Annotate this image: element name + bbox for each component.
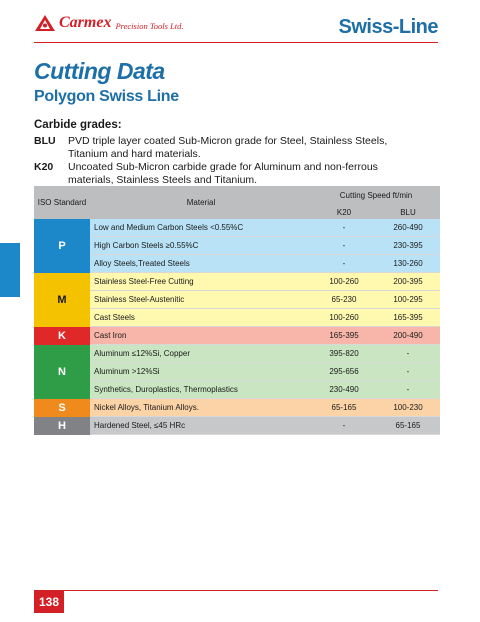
material-cell: Stainless Steel-Free Cutting [90,273,312,291]
blu-cell: - [376,345,440,363]
material-header: Material [90,186,312,219]
iso-cell-m: M [34,273,90,327]
blu-cell: 65-165 [376,417,440,435]
table-header-row [34,186,440,205]
brand-logo [34,14,184,32]
blu-cell: 100-295 [376,291,440,309]
k20-cell: 165-395 [312,327,376,345]
k20-cell: 295-656 [312,363,376,381]
cutting-speed-header: Cutting Speed ft/min [312,186,440,205]
grade-code: BLU [34,135,56,147]
k20-cell: 100-260 [312,309,376,327]
page-subtitle: Polygon Swiss Line [34,88,179,105]
material-cell: Synthetics, Duroplastics, Thermoplastics [90,381,312,399]
iso-cell-n: N [34,345,90,399]
iso-cell-k: K [34,327,90,345]
material-cell: Hardened Steel, ≤45 HRc [90,417,312,435]
k20-cell: 395-820 [312,345,376,363]
table-row [34,363,440,381]
k20-cell: - [312,417,376,435]
k20-cell: 230-490 [312,381,376,399]
section-title: Swiss-Line [338,16,438,38]
footer-divider [34,590,438,591]
table-row [34,309,440,327]
k20-cell: - [312,237,376,255]
blu-cell: - [376,381,440,399]
blu-header: BLU [376,205,440,219]
table-row [34,345,440,363]
side-section-tab [0,243,20,297]
blu-cell: 200-490 [376,327,440,345]
table-row [34,381,440,399]
table-row [34,237,440,255]
table-row [34,255,440,273]
k20-header: K20 [312,205,376,219]
blu-cell: 100-230 [376,399,440,417]
material-cell: Cast Steels [90,309,312,327]
iso-cell-p: P [34,219,90,273]
grade-code: K20 [34,161,54,173]
grade-item-k20 [34,161,424,187]
iso-cell-s: S [34,399,90,417]
cutting-data-table [34,186,440,435]
blu-cell: 230-395 [376,237,440,255]
blu-cell: 130-260 [376,255,440,273]
k20-cell: - [312,219,376,237]
page-number: 138 [34,591,64,613]
table-row [34,219,440,237]
k20-cell: - [312,255,376,273]
material-cell: High Carbon Steels ≥0.55%C [90,237,312,255]
brand-subtitle: Precision Tools Ltd. [115,21,184,31]
material-cell: Cast Iron [90,327,312,345]
material-cell: Nickel Alloys, Titanium Alloys. [90,399,312,417]
grades-heading: Carbide grades: [34,119,122,131]
k20-cell: 65-230 [312,291,376,309]
material-cell: Stainless Steel-Austenitic [90,291,312,309]
blu-cell: 165-395 [376,309,440,327]
grade-description: Uncoated Sub-Micron carbide grade for Aluminum and non-ferrous materials, Stainless Steels and Titanium. [68,161,378,186]
material-cell: Low and Medium Carbon Steels <0.55%C [90,219,312,237]
carmex-logo-icon [34,14,56,32]
material-cell: Alloy Steels,Treated Steels [90,255,312,273]
grade-item-blu [34,135,424,161]
brand-name: Carmex [59,14,112,31]
material-cell: Aluminum ≤12%Si, Copper [90,345,312,363]
blu-cell: 260-490 [376,219,440,237]
iso-cell-h: H [34,417,90,435]
material-cell: Aluminum >12%Si [90,363,312,381]
table-row [34,399,440,417]
table-row [34,273,440,291]
iso-header: ISO Standard [34,186,90,219]
header-divider [34,42,438,43]
blu-cell: - [376,363,440,381]
blu-cell: 200-395 [376,273,440,291]
k20-cell: 100-260 [312,273,376,291]
grade-description: PVD triple layer coated Sub-Micron grade for Steel, Stainless Steels, Titanium and hard materials. [68,135,388,160]
page-title: Cutting Data [34,58,165,84]
table-row [34,327,440,345]
table-row [34,417,440,435]
k20-cell: 65-165 [312,399,376,417]
table-row [34,291,440,309]
